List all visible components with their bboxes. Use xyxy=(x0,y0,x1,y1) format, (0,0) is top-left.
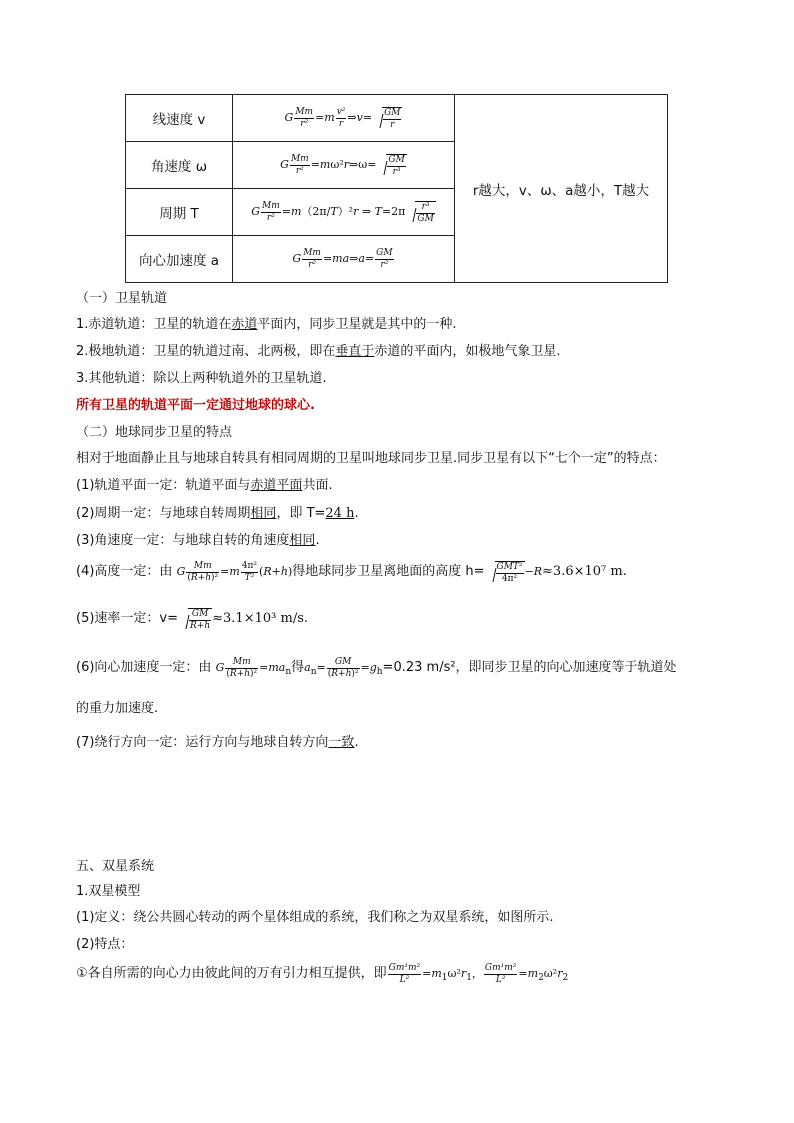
paragraph: 的重力加速度. xyxy=(76,701,159,716)
paragraph xyxy=(76,529,320,548)
formula-cell xyxy=(233,142,455,189)
text: ①各自所需的向心力由彼此间的万有引力相互提供，即 xyxy=(76,966,387,981)
formula-accel: G $\frac{Mm}{\text{r²}}$ =ma⇒a= $\frac{GM}{\text{r²}}$ xyxy=(292,247,393,270)
highlight-note: 所有卫星的轨道平面一定通过地球的球心. xyxy=(76,398,315,413)
paragraph xyxy=(76,313,457,332)
paragraph xyxy=(76,607,308,631)
formula-omega: G $\frac{Mm}{\text{r²}}$ =mω²r⇒ω= $\frac{GM}{\text{r³}}$ xyxy=(280,153,405,177)
text: ≈3.6×10⁷ m. xyxy=(542,564,627,579)
text: 得 xyxy=(291,660,305,675)
formula-v: G $\frac{Mm}{\text{r²}}$ =m $\frac{\text{v²}}{r}$ ⇒v= $\frac{GM}{r}$ xyxy=(284,106,401,130)
paragraph: (2)特点： xyxy=(76,937,134,952)
section-heading: （二）地球同步卫星的特点 xyxy=(76,425,233,440)
text: (6)向心加速度一定：由 xyxy=(76,660,212,675)
text: . xyxy=(354,735,359,750)
quantity-cell: 线速度 v xyxy=(126,95,233,142)
formula-binary: $\frac{\text{Gm¹m²}}{\text{L²}}$ $=m_1\omega^2r_1$， $\frac{\text{Gm¹m²}}{\text{L²}}$ $=m_2\omega^2r_2$ xyxy=(388,962,569,985)
formula-accel-derivation: G $\frac{Mm}{\text{(R+h)²}}$ $=ma_n$ xyxy=(215,656,292,679)
text: (4)高度一定：由 xyxy=(76,564,173,579)
conclusion-cell: r越大，v、ω、a越小，T越大 xyxy=(455,95,668,283)
text: 得地球同步卫星离地面的高度 h= xyxy=(292,564,485,579)
text: (1)轨道平面一定：轨道平面与 xyxy=(76,478,251,493)
formula-cell xyxy=(233,236,455,283)
text: 共面. xyxy=(302,478,333,493)
paragraph xyxy=(76,474,333,493)
formula-speed: $\frac{GM}{R+h}$ xyxy=(178,612,212,625)
section-heading: （一）卫星轨道 xyxy=(76,291,168,306)
paragraph xyxy=(76,731,359,750)
underlined-text: 垂直于 xyxy=(335,344,375,359)
text: 2.极地轨道：卫星的轨道过南、北两极，即在 xyxy=(76,344,336,359)
underlined-text: 相同 xyxy=(250,506,277,521)
paragraph xyxy=(76,656,677,679)
formula-accel-result: $a_n=$ $\frac{GM}{\text{(R+h)²}}$ $=g_h$ xyxy=(304,656,383,679)
text: 平面内，同步卫星就是其中的一种. xyxy=(257,317,457,332)
text: (3)角速度一定：与地球自转的角速度 xyxy=(76,533,290,548)
text: 赤道的平面内，如极地气象卫星. xyxy=(374,344,561,359)
paragraph xyxy=(76,340,561,359)
quantity-cell: 角速度 ω xyxy=(126,142,233,189)
formula-cell xyxy=(233,95,455,142)
formula-cell xyxy=(233,189,455,236)
text: 1.赤道轨道：卫星的轨道在 xyxy=(76,317,232,332)
text: (5)速率一定：v= xyxy=(76,611,179,626)
underlined-text: 赤道 xyxy=(231,317,258,332)
paragraph xyxy=(76,502,359,521)
text: . xyxy=(354,506,359,521)
section-heading: 五、双星系统 xyxy=(76,859,155,874)
underlined-text: 相同 xyxy=(289,533,316,548)
paragraph: 3.其他轨道：除以上两种轨道外的卫星轨道. xyxy=(76,371,327,386)
paragraph: (1)定义：绕公共圆心转动的两个星体组成的系统，我们称之为双星系统，如图所示. xyxy=(76,910,554,925)
text: . xyxy=(315,533,320,548)
formula-height-derivation: G $\frac{Mm}{\text{(R+h)²}}$ =m $\frac{\text{4π²}}{\text{T²}}$ (R+h) xyxy=(176,560,293,583)
paragraph: 相对于地面静止且与地球自转具有相同周期的卫星叫地球同步卫星.同步卫星有以下“七个一定”的特点： xyxy=(76,451,666,466)
text: ≈3.1×10³ m/s. xyxy=(212,611,308,626)
formula-table xyxy=(125,94,668,283)
text: =0.23 m/s²，即同步卫星的向心加速度等于轨道处 xyxy=(382,660,677,675)
formula-height: $\frac{\text{GMT²}}{\text{4π²}}$ −R xyxy=(485,565,543,578)
underlined-text: 24 h xyxy=(325,506,355,521)
quantity-cell: 周期 T xyxy=(126,189,233,236)
sub-heading: 1.双星模型 xyxy=(76,884,141,899)
table-row xyxy=(126,95,668,142)
underlined-text: 一致 xyxy=(328,735,355,750)
text: ，即 T= xyxy=(276,506,326,521)
formula-period: G $\frac{Mm}{\text{r²}}$ =m（2π/T）²r ⇒ T=2π $\frac{\text{r³}}{GM}$ xyxy=(251,200,434,224)
paragraph xyxy=(76,962,568,985)
paragraph xyxy=(76,560,627,584)
underlined-text: 赤道平面 xyxy=(250,478,303,493)
text: (7)绕行方向一定：运行方向与地球自转方向 xyxy=(76,735,329,750)
quantity-cell: 向心加速度 a xyxy=(126,236,233,283)
text: (2)周期一定：与地球自转周期 xyxy=(76,506,251,521)
